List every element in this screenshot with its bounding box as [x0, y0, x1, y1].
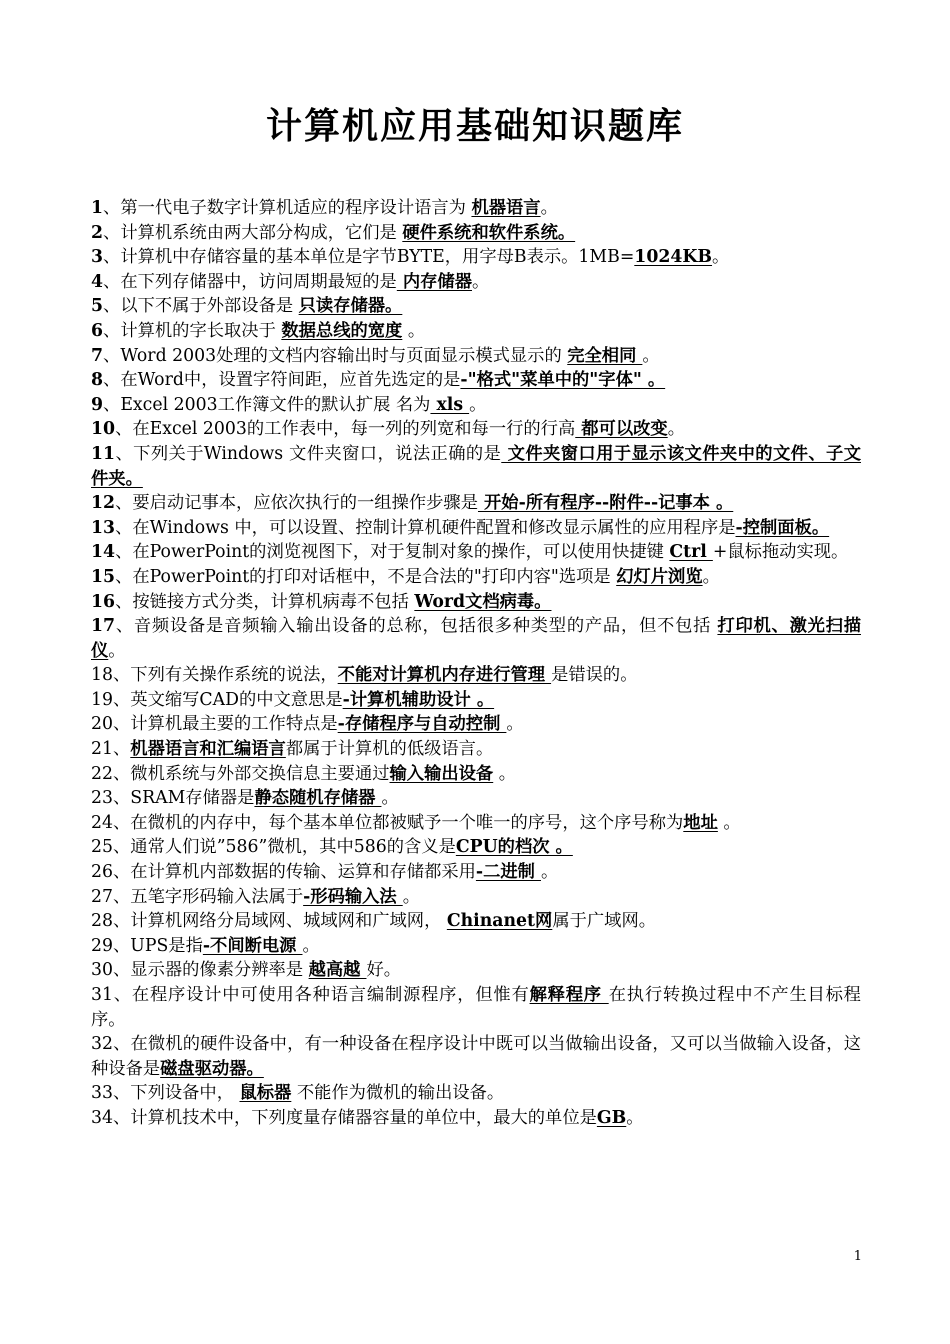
question-answer: 越高越 — [308, 960, 367, 981]
question-trailing-text: 在执行转换过程中不产生目标程序。 — [91, 985, 861, 1030]
question-answer: 地址 — [683, 812, 718, 833]
question-number: 12 — [91, 493, 116, 514]
question-item — [91, 885, 861, 910]
question-item — [91, 590, 861, 615]
question-answer: 解释程序 — [529, 985, 609, 1005]
question-text: 、SRAM存储器是 — [113, 788, 255, 809]
question-number: 25 — [91, 837, 113, 858]
question-number: 24 — [91, 812, 113, 833]
question-number: 33 — [91, 1083, 113, 1104]
question-answer: 内存储器 — [396, 271, 472, 292]
question-text: 、五笔字形码输入法属于 — [113, 886, 304, 907]
question-answer: -存储程序与自动控制 — [337, 714, 507, 735]
question-answer: 只读存储器。 — [298, 296, 403, 317]
question-trailing-text: 属于广域网。 — [552, 911, 657, 932]
question-text: 、通常人们说”586”微机，其中586的含义是 — [113, 837, 456, 858]
question-number: 23 — [91, 788, 113, 809]
question-text: 、下列有关操作系统的说法， — [113, 665, 338, 686]
question-text: 、以下不属于外部设备是 — [103, 296, 299, 317]
question-item — [91, 368, 861, 393]
question-item — [91, 516, 861, 541]
question-number: 8 — [91, 370, 104, 391]
question-trailing-text: 。 — [402, 886, 421, 907]
question-text: 、在微机的硬件设备中，有一种设备在程序设计中既可以当做输出设备，又可以当做输入设备，这种设备是 — [91, 1034, 861, 1079]
question-trailing-text: 。 — [469, 394, 487, 415]
question-item — [91, 614, 861, 663]
question-text: 、按链接方式分类，计算机病毒不包括 — [115, 591, 415, 612]
question-number: 1 — [91, 198, 104, 218]
question-text: 、计算机系统由两大部分构成，它们是 — [103, 222, 403, 243]
question-answer: Chinanet网 — [446, 911, 553, 932]
question-trailing-text: 。 — [712, 247, 730, 268]
question-item — [91, 294, 861, 319]
question-text: 、显示器的像素分辨率是 — [113, 960, 309, 981]
question-text: 、Excel 2003工作簿文件的默认扩展 名为 — [103, 394, 431, 415]
question-answer: 开始-所有程序--附件--记事本 。 — [477, 493, 734, 514]
question-answer: -控制面板。 — [735, 517, 830, 538]
question-item — [91, 1081, 861, 1106]
question-text: 、Word 2003处理的文档内容输出时与页面显示模式显示的 — [103, 345, 568, 366]
question-answer: -形码输入法 — [303, 886, 403, 907]
question-text: 、微机系统与外部交换信息主要通过 — [113, 763, 390, 784]
question-text: 、音频设备是音频输入输出设备的总称，包括很多种类型的产品，但不包括 — [115, 616, 718, 637]
question-trailing-text: 。 — [493, 763, 516, 784]
question-text: 、计算机中存储容量的基本单位是字节BYTE，用字母B表示。1MB= — [103, 247, 635, 268]
question-number: 3 — [91, 247, 104, 268]
question-number: 21 — [91, 739, 113, 760]
question-text: 、在下列存储器中，访问周期最短的是 — [103, 271, 397, 292]
question-answer: 输入输出设备 — [389, 763, 494, 784]
question-number: 9 — [91, 394, 104, 415]
question-number: 27 — [91, 886, 113, 907]
question-answer: 静态随机存储器 — [254, 788, 382, 809]
question-answer: 机器语言 — [471, 198, 541, 218]
question-trailing-text: 。 — [108, 640, 126, 661]
question-text: 、计算机技术中，下列度量存储器容量的单位中，最大的单位是 — [113, 1107, 597, 1128]
question-answer: xls — [430, 394, 470, 415]
question-number: 18 — [91, 665, 113, 686]
question-answer: 文件夹窗口用于显示该文件夹中的文件、子文件夹。 — [91, 443, 861, 489]
question-trailing-text: 。 — [381, 788, 399, 809]
question-text: 、计算机最主要的工作特点是 — [113, 714, 338, 735]
question-answer: 磁盘驱动器。 — [160, 1058, 264, 1079]
question-trailing-text: 好。 — [366, 960, 402, 981]
question-item — [91, 737, 861, 762]
question-item — [91, 319, 861, 344]
question-trailing-text: +鼠标拖动实现。 — [712, 542, 849, 563]
question-trailing-text: 。 — [471, 271, 490, 292]
question-item — [91, 835, 861, 860]
question-answer: 幻灯片浏览 — [616, 566, 703, 587]
question-trailing-text: 都属于计算机的低级语言。 — [285, 739, 494, 760]
question-list — [91, 196, 861, 1131]
question-trailing-text: 。 — [540, 862, 559, 883]
question-number: 34 — [91, 1107, 113, 1128]
question-number: 31 — [91, 985, 113, 1005]
document-title: 计算机应用基础知识题库 — [265, 106, 684, 147]
question-text: 、在PowerPoint的浏览视图下，对于复制对象的操作，可以使用快捷键 — [115, 542, 670, 563]
question-number: 16 — [91, 591, 116, 612]
question-text: 、计算机网络分局域网、城域网和广域网， — [113, 911, 447, 932]
question-number: 10 — [91, 419, 116, 440]
question-item — [91, 393, 861, 418]
question-item — [91, 663, 861, 688]
question-number: 2 — [91, 222, 104, 243]
question-trailing-text: 。 — [667, 419, 685, 440]
question-item — [91, 565, 861, 590]
question-item — [91, 909, 861, 934]
question-number: 20 — [91, 714, 113, 735]
question-item — [91, 860, 861, 885]
question-number: 17 — [91, 616, 116, 637]
question-item — [91, 811, 861, 836]
question-item — [91, 762, 861, 787]
question-answer: -不间断电源 — [202, 935, 303, 956]
question-answer: 不能对计算机内存进行管理 — [337, 665, 552, 686]
question-number: 28 — [91, 911, 113, 932]
question-text: 、 — [113, 739, 131, 760]
question-number: 6 — [91, 320, 104, 341]
question-answer: 硬件系统和软件系统。 — [402, 222, 576, 243]
question-item — [91, 344, 861, 369]
question-item — [91, 270, 861, 295]
question-text: 、在Word中，设置字符间距，应首先选定的是 — [103, 370, 461, 391]
question-answer: 打印机、激光扫描仪 — [91, 616, 861, 661]
question-item — [91, 540, 861, 565]
question-answer: GB — [596, 1107, 627, 1128]
question-text: 、下列设备中， — [113, 1083, 240, 1104]
question-answer: 鼠标器 — [239, 1083, 292, 1104]
question-text: 、在程序设计中可使用各种语言编制源程序，但惟有 — [113, 985, 530, 1005]
question-trailing-text: 。 — [717, 812, 741, 833]
question-number: 13 — [91, 517, 116, 538]
question-text: 、下列关于Windows 文件夹窗口，说法正确的是 — [115, 443, 502, 464]
question-trailing-text: 。 — [302, 935, 320, 956]
question-item — [91, 417, 861, 442]
question-answer: Word文档病毒。 — [414, 591, 552, 612]
question-number: 29 — [91, 935, 113, 956]
question-item — [91, 786, 861, 811]
question-trailing-text: 。 — [642, 345, 660, 366]
question-number: 14 — [91, 542, 116, 563]
question-item — [91, 1106, 861, 1131]
question-trailing-text: 。 — [626, 1107, 644, 1128]
question-number: 7 — [91, 345, 104, 366]
question-answer: 都可以改变 — [575, 419, 668, 440]
question-number: 22 — [91, 763, 113, 784]
question-text: 、第一代电子数字计算机适应的程序设计语言为 — [103, 198, 472, 218]
question-number: 19 — [91, 689, 113, 710]
question-text: 、在Excel 2003的工作表中，每一列的列宽和每一行的行高 — [115, 419, 576, 440]
question-number: 15 — [91, 566, 116, 587]
question-answer: 1024KB — [634, 247, 713, 268]
question-number: 32 — [91, 1034, 113, 1055]
question-item — [91, 712, 861, 737]
question-item — [91, 1032, 861, 1081]
question-number: 26 — [91, 862, 113, 883]
question-trailing-text: 。 — [540, 198, 558, 218]
question-text: 、在微机的内存中，每个基本单位都被赋予一个唯一的序号，这个序号称为 — [113, 812, 684, 833]
question-text: 、英文缩写CAD的中文意思是 — [113, 689, 343, 710]
question-number: 30 — [91, 960, 113, 981]
question-item — [91, 442, 861, 491]
page-number: 1 — [853, 1249, 862, 1264]
question-number: 4 — [91, 271, 104, 292]
question-item — [91, 958, 861, 983]
question-trailing-text: 。 — [702, 566, 720, 587]
question-item — [91, 688, 861, 713]
question-text: 、UPS是指 — [113, 935, 203, 956]
question-item — [91, 983, 861, 1032]
question-trailing-text: 。 — [402, 320, 426, 341]
question-trailing-text: 不能作为微机的输出设备。 — [291, 1083, 505, 1104]
question-number: 5 — [91, 296, 104, 317]
question-trailing-text: 。 — [506, 714, 524, 735]
question-item — [91, 245, 861, 270]
question-answer: -"格式"菜单中的"字体" 。 — [460, 370, 666, 391]
question-text: 、在Windows 中，可以设置、控制计算机硬件配置和修改显示属性的应用程序是 — [115, 517, 736, 538]
question-number: 11 — [91, 443, 116, 464]
question-answer: -计算机辅助设计 。 — [342, 689, 495, 710]
question-item — [91, 221, 861, 246]
question-item — [91, 934, 861, 959]
question-text: 、在PowerPoint的打印对话框中，不是合法的"打印内容"选项是 — [115, 566, 617, 587]
question-answer: 数据总线的宽度 — [281, 320, 403, 341]
question-text: 、在计算机内部数据的传输、运算和存储都采用 — [113, 862, 476, 883]
question-answer: 完全相同 — [567, 345, 643, 366]
question-text: 、要启动记事本，应依次执行的一组操作步骤是 — [115, 493, 478, 514]
question-answer: Ctrl — [669, 542, 713, 563]
question-answer: CPU的档次 。 — [455, 837, 573, 858]
question-trailing-text: 是错误的。 — [551, 665, 638, 686]
question-item — [91, 196, 861, 221]
question-answer: -二进制 — [475, 862, 541, 883]
question-item — [91, 491, 861, 516]
question-answer: 机器语言和汇编语言 — [130, 739, 286, 760]
question-text: 、计算机的字长取决于 — [103, 320, 282, 341]
